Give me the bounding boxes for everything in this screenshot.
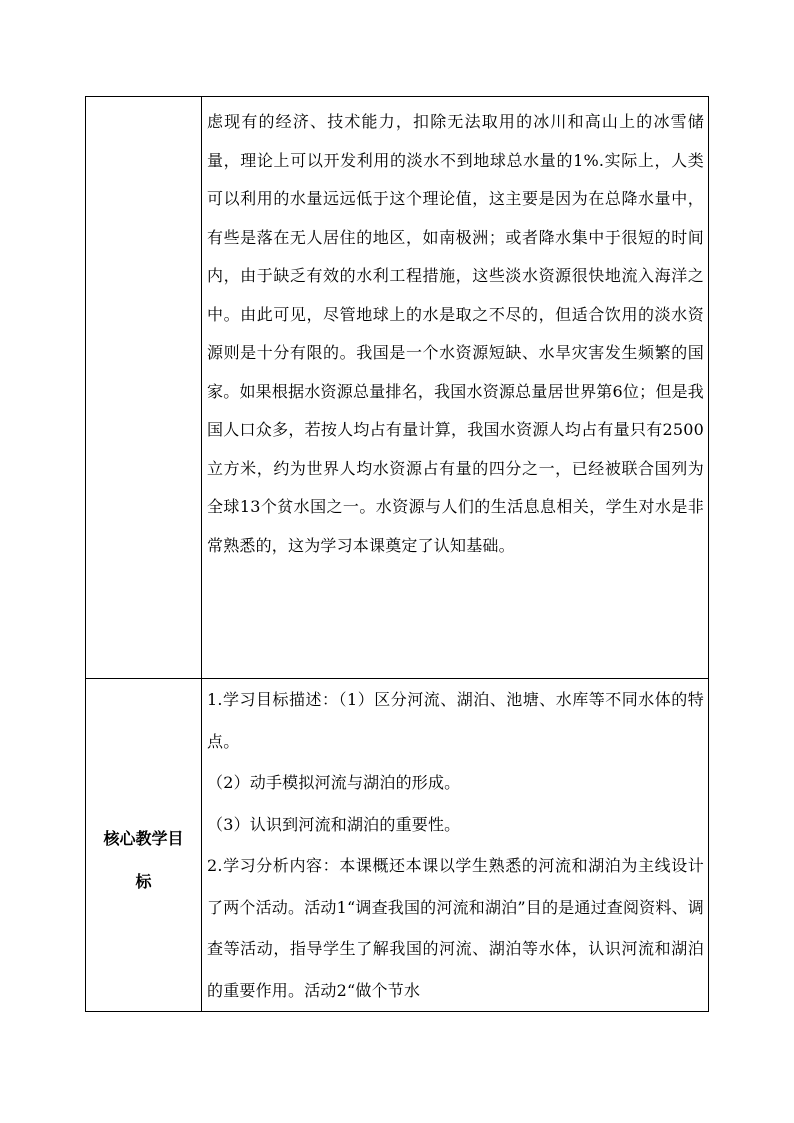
document-table	[85, 96, 709, 1012]
table-row	[86, 679, 709, 1012]
goal-line-3: （3）认识到河流和湖泊的重要性。	[207, 814, 461, 834]
goal-line-1: 1.学习目标描述：（1）区分河流、湖泊、池塘、水库等不同水体的特点。	[207, 690, 704, 751]
core-teaching-goal-label: 核心教学目标	[103, 829, 184, 891]
content-cell	[202, 97, 709, 679]
goal-line-4: 2.学习分析内容：本课概还本课以学生熟悉的河流和湖泊为主线设计了两个活动。活动1“调查我国的河流和湖泊”目的是通过查阅资料、调查等活动，指导学生了解我国的河流、湖泊等水体，认识河流和湖泊的重要作用。活动2“做个节水	[207, 856, 704, 1000]
content-cell	[202, 679, 709, 1012]
goal-line-2: （2）动手模拟河流与湖泊的形成。	[207, 773, 461, 792]
row-label-cell	[86, 679, 202, 1012]
table-row	[86, 97, 709, 679]
background-paragraph: 虑现有的经济、技术能力，扣除无法取用的冰川和高山上的冰雪储量，理论上可以开发利用的淡水不到地球总水量的1%.实际上，人类可以利用的水量远远低于这个理论值，这主要是因为在总降水量中，有些是落在无人居住的地区，如南极洲；或者降水集中于很短的时间内，由于缺乏有效的水利工程措施，这些淡水资源很快地流入海洋之中。由此可见，尽管地球上的水是取之不尽的，但适合饮用的淡水资源则是十分有限的。我国是一个水资源短缺、水旱灾害发生频繁的国家。如果根据水资源总量排名，我国水资源总量居世界第6位；但是我国人口众多，若按人均占有量计算，我国水资源人均占有量只有2500立方米，约为世界人均水资源占有量的四分之一，已经被联合国列为全球13个贫水国之一。水资源与人们的生活息息相关，学生对水是非常熟悉的，这为学习本课奠定了认知基础。	[207, 112, 704, 555]
row-label-cell-empty	[86, 97, 202, 679]
